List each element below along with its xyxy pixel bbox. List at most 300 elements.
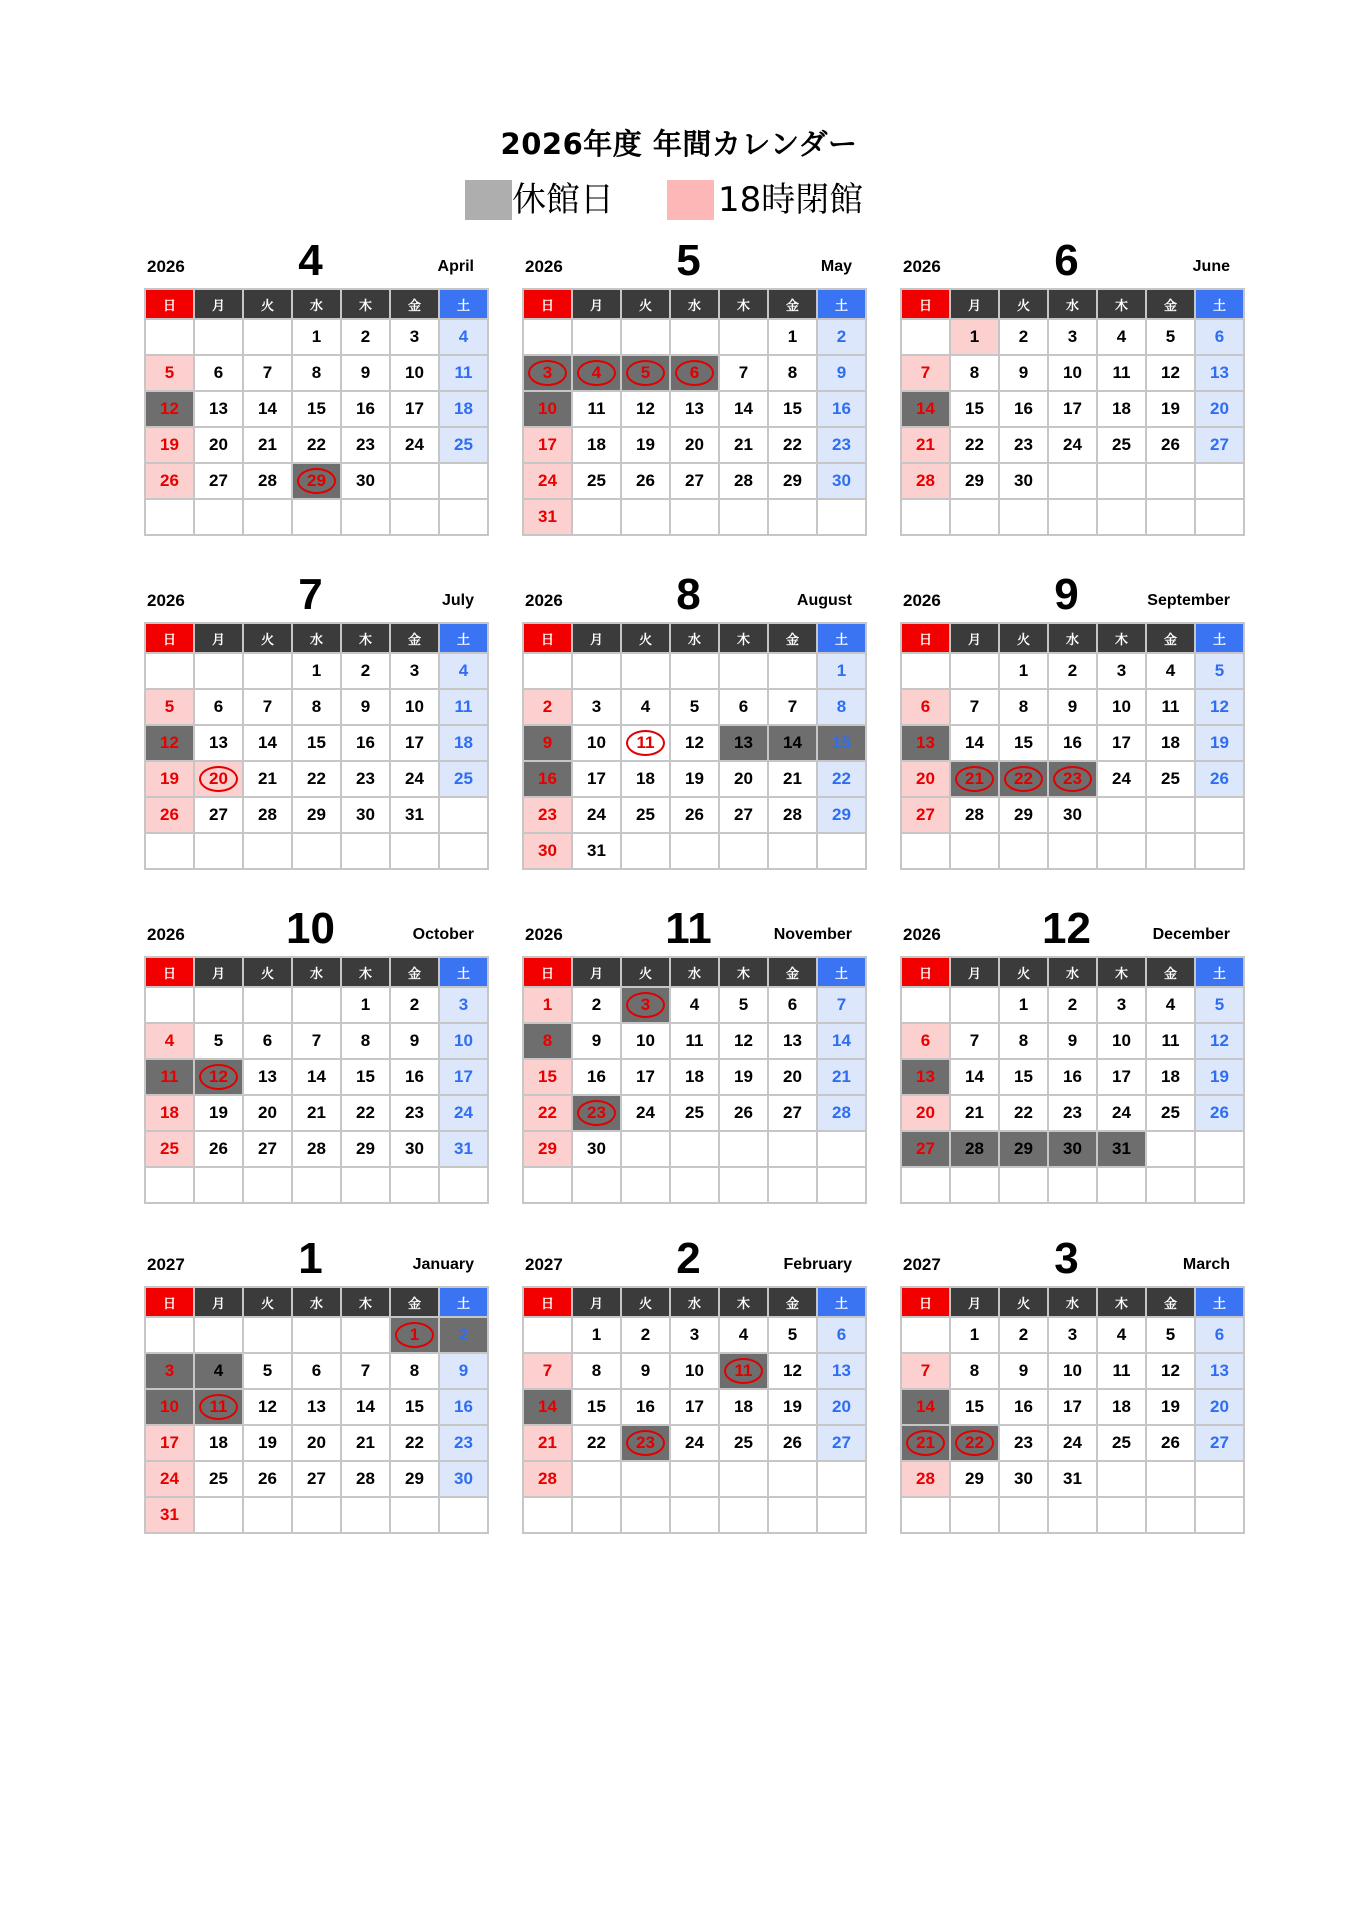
- day-number: 10: [1063, 1361, 1082, 1380]
- day-number: 25: [1112, 435, 1131, 454]
- day-cell: [950, 1425, 999, 1461]
- day-cell: [1048, 689, 1097, 725]
- day-number: 13: [307, 1397, 326, 1416]
- day-number: 7: [542, 1361, 553, 1380]
- day-number: 7: [262, 697, 273, 716]
- day-cell: [341, 1461, 390, 1497]
- day-number: 15: [405, 1397, 424, 1416]
- day-cell: [817, 797, 866, 833]
- day-number: 21: [258, 769, 277, 788]
- day-number: 29: [538, 1139, 557, 1158]
- day-cell: [523, 1095, 572, 1131]
- day-cell: [572, 1389, 621, 1425]
- day-number: 16: [356, 399, 375, 418]
- day-cell: [390, 761, 439, 797]
- day-number: 22: [783, 435, 802, 454]
- day-cell: [901, 1131, 950, 1167]
- empty-cell: [292, 1497, 341, 1533]
- week-row: [145, 1497, 488, 1533]
- weekday-header-row: [523, 1287, 866, 1317]
- month-name: December: [1152, 926, 1230, 943]
- empty-cell: [439, 499, 488, 535]
- weekday-label: 土: [1195, 1287, 1244, 1317]
- day-number: 12: [1161, 363, 1180, 382]
- month-calendar: [144, 904, 477, 1204]
- day-number: 7: [920, 363, 931, 382]
- week-row: [145, 1353, 488, 1389]
- day-cell: [341, 391, 390, 427]
- day-cell: [292, 1095, 341, 1131]
- month-year: 2027: [525, 1255, 563, 1274]
- circle-mark: [906, 1430, 945, 1456]
- week-row: [145, 1425, 488, 1461]
- day-cell: [999, 391, 1048, 427]
- day-cell: [901, 355, 950, 391]
- day-number: 12: [1210, 697, 1229, 716]
- empty-cell: [523, 319, 572, 355]
- day-cell: [768, 797, 817, 833]
- day-number: 4: [458, 327, 469, 346]
- day-cell: [292, 1353, 341, 1389]
- day-number: 3: [458, 995, 469, 1014]
- day-cell: [439, 653, 488, 689]
- day-cell: [292, 689, 341, 725]
- day-cell: [1146, 1353, 1195, 1389]
- day-cell: [950, 1317, 999, 1353]
- day-number: 17: [454, 1067, 473, 1086]
- day-cell: [341, 689, 390, 725]
- day-number: 10: [160, 1397, 179, 1416]
- circle-mark: [395, 1322, 434, 1348]
- weekday-label: 土: [1195, 957, 1244, 987]
- empty-cell: [341, 833, 390, 869]
- day-cell: [1048, 1461, 1097, 1497]
- day-number: 12: [160, 733, 179, 752]
- day-number: 31: [1063, 1469, 1082, 1488]
- day-cell: [341, 1389, 390, 1425]
- empty-cell: [719, 1497, 768, 1533]
- day-number: 4: [689, 995, 700, 1014]
- day-cell: [901, 463, 950, 499]
- day-number: 23: [832, 435, 851, 454]
- empty-cell: [719, 653, 768, 689]
- day-cell: [817, 319, 866, 355]
- day-number: 7: [787, 697, 798, 716]
- day-number: 15: [587, 1397, 606, 1416]
- month-number: 8: [676, 570, 701, 619]
- empty-cell: [243, 1317, 292, 1353]
- day-cell: [950, 1059, 999, 1095]
- empty-cell: [817, 1497, 866, 1533]
- day-number: 9: [360, 697, 371, 716]
- day-number: 2: [458, 1325, 469, 1344]
- day-number: 12: [209, 1067, 228, 1086]
- day-cell: [292, 391, 341, 427]
- month-calendar: [522, 904, 855, 1204]
- day-number: 18: [1112, 1397, 1131, 1416]
- empty-cell: [341, 1317, 390, 1353]
- day-cell: [768, 1317, 817, 1353]
- week-row: [523, 1497, 866, 1533]
- empty-cell: [670, 1167, 719, 1203]
- day-number: 5: [689, 697, 700, 716]
- day-number: 22: [965, 435, 984, 454]
- day-number: 23: [1014, 435, 1033, 454]
- day-cell: [719, 1095, 768, 1131]
- day-cell: [719, 1023, 768, 1059]
- day-cell: [1195, 689, 1244, 725]
- month-calendar: [522, 236, 855, 536]
- day-number: 6: [689, 363, 700, 382]
- month-header: [900, 236, 1233, 288]
- day-number: 15: [965, 399, 984, 418]
- day-number: 6: [213, 363, 224, 382]
- month-number: 9: [1054, 570, 1079, 619]
- day-cell: [719, 725, 768, 761]
- day-number: 24: [538, 471, 557, 490]
- day-number: 27: [916, 1139, 935, 1158]
- weekday-header-row: [901, 1287, 1244, 1317]
- day-number: 9: [591, 1031, 602, 1050]
- month-year: 2027: [903, 1255, 941, 1274]
- month-header: [522, 236, 855, 288]
- day-cell: [390, 987, 439, 1023]
- day-number: 20: [1210, 1397, 1229, 1416]
- weekday-label: 木: [719, 623, 768, 653]
- week-row: [145, 987, 488, 1023]
- day-number: 1: [969, 1325, 980, 1344]
- day-cell: [817, 391, 866, 427]
- day-cell: [523, 1425, 572, 1461]
- day-number: 2: [1018, 327, 1029, 346]
- day-cell: [768, 1059, 817, 1095]
- day-cell: [390, 319, 439, 355]
- day-cell: [523, 355, 572, 391]
- day-cell: [145, 1461, 194, 1497]
- month-number: 12: [1042, 904, 1091, 953]
- day-number: 1: [787, 327, 798, 346]
- empty-cell: [292, 499, 341, 535]
- empty-cell: [292, 1167, 341, 1203]
- weekday-label: 月: [194, 957, 243, 987]
- day-number: 11: [1161, 1031, 1180, 1050]
- empty-cell: [572, 1497, 621, 1533]
- weekday-label: 火: [621, 1287, 670, 1317]
- weekday-label: 水: [292, 957, 341, 987]
- empty-cell: [194, 319, 243, 355]
- empty-cell: [1195, 463, 1244, 499]
- day-cell: [292, 1425, 341, 1461]
- empty-cell: [145, 319, 194, 355]
- day-number: 14: [258, 399, 277, 418]
- day-cell: [950, 689, 999, 725]
- legend-early-swatch: [667, 180, 714, 220]
- empty-cell: [523, 1497, 572, 1533]
- circle-mark: [626, 1430, 665, 1456]
- day-cell: [1195, 987, 1244, 1023]
- day-number: 20: [916, 1103, 935, 1122]
- week-row: [145, 1461, 488, 1497]
- day-cell: [439, 761, 488, 797]
- day-cell: [145, 761, 194, 797]
- day-cell: [145, 1131, 194, 1167]
- day-number: 18: [209, 1433, 228, 1452]
- day-cell: [817, 1317, 866, 1353]
- weekday-label: 火: [621, 289, 670, 319]
- month-header: [522, 1234, 855, 1286]
- circle-mark: [675, 360, 714, 386]
- day-cell: [1195, 761, 1244, 797]
- weekday-label: 火: [999, 1287, 1048, 1317]
- day-cell: [999, 1461, 1048, 1497]
- month-header: [144, 570, 477, 622]
- day-number: 9: [409, 1031, 420, 1050]
- day-number: 4: [640, 697, 651, 716]
- day-number: 5: [1214, 661, 1225, 680]
- day-number: 24: [685, 1433, 704, 1452]
- day-number: 1: [591, 1325, 602, 1344]
- day-number: 8: [969, 1361, 980, 1380]
- day-number: 28: [356, 1469, 375, 1488]
- empty-cell: [145, 1167, 194, 1203]
- weekday-header-row: [145, 1287, 488, 1317]
- weekday-label: 火: [621, 957, 670, 987]
- day-cell: [523, 463, 572, 499]
- day-cell: [901, 761, 950, 797]
- week-row: [523, 1131, 866, 1167]
- day-cell: [950, 1131, 999, 1167]
- day-number: 23: [1063, 769, 1082, 788]
- day-cell: [390, 1461, 439, 1497]
- month-number: 11: [665, 904, 712, 953]
- day-cell: [621, 1425, 670, 1461]
- day-cell: [523, 499, 572, 535]
- day-number: 9: [542, 733, 553, 752]
- day-cell: [439, 1353, 488, 1389]
- day-cell: [999, 1317, 1048, 1353]
- month-header: [144, 1234, 477, 1286]
- month-header: [522, 570, 855, 622]
- day-number: 11: [209, 1397, 228, 1416]
- week-row: [523, 1389, 866, 1425]
- day-cell: [341, 1353, 390, 1389]
- day-number: 21: [916, 1433, 935, 1452]
- day-number: 1: [542, 995, 553, 1014]
- week-row: [901, 319, 1244, 355]
- empty-cell: [768, 1497, 817, 1533]
- day-number: 27: [734, 805, 753, 824]
- day-cell: [1048, 1023, 1097, 1059]
- weekday-label: 金: [390, 957, 439, 987]
- day-cell: [439, 391, 488, 427]
- day-number: 2: [640, 1325, 651, 1344]
- empty-cell: [194, 833, 243, 869]
- weekday-label: 月: [950, 289, 999, 319]
- day-cell: [439, 1317, 488, 1353]
- weekday-label: 木: [341, 957, 390, 987]
- month-name: November: [773, 926, 852, 943]
- day-number: 7: [360, 1361, 371, 1380]
- day-number: 15: [307, 733, 326, 752]
- weekday-label: 金: [1146, 1287, 1195, 1317]
- day-cell: [719, 761, 768, 797]
- day-number: 5: [213, 1031, 224, 1050]
- day-cell: [817, 653, 866, 689]
- day-number: 21: [832, 1067, 851, 1086]
- day-cell: [145, 355, 194, 391]
- day-number: 13: [258, 1067, 277, 1086]
- day-cell: [1195, 319, 1244, 355]
- day-number: 7: [969, 697, 980, 716]
- circle-mark: [955, 1430, 994, 1456]
- week-row: [523, 1353, 866, 1389]
- day-number: 2: [591, 995, 602, 1014]
- day-cell: [1146, 427, 1195, 463]
- day-cell: [572, 761, 621, 797]
- empty-cell: [439, 463, 488, 499]
- day-cell: [292, 355, 341, 391]
- week-row: [901, 1131, 1244, 1167]
- week-row: [145, 761, 488, 797]
- day-cell: [950, 761, 999, 797]
- week-row: [523, 653, 866, 689]
- day-cell: [670, 987, 719, 1023]
- week-row: [145, 1059, 488, 1095]
- day-cell: [719, 463, 768, 499]
- day-number: 8: [969, 363, 980, 382]
- day-cell: [999, 1023, 1048, 1059]
- empty-cell: [621, 653, 670, 689]
- day-number: 25: [209, 1469, 228, 1488]
- day-number: 19: [1161, 1397, 1180, 1416]
- day-cell: [901, 1389, 950, 1425]
- month-year: 2026: [525, 257, 563, 276]
- day-cell: [292, 797, 341, 833]
- empty-cell: [341, 499, 390, 535]
- day-number: 3: [1067, 1325, 1078, 1344]
- empty-cell: [670, 1461, 719, 1497]
- day-number: 30: [454, 1469, 473, 1488]
- weekday-label: 月: [572, 1287, 621, 1317]
- day-cell: [341, 1095, 390, 1131]
- day-number: 9: [1067, 697, 1078, 716]
- day-number: 15: [1014, 1067, 1033, 1086]
- day-number: 12: [636, 399, 655, 418]
- day-cell: [621, 391, 670, 427]
- day-cell: [817, 1059, 866, 1095]
- day-cell: [390, 427, 439, 463]
- week-row: [145, 355, 488, 391]
- day-cell: [621, 355, 670, 391]
- empty-cell: [390, 463, 439, 499]
- day-cell: [523, 391, 572, 427]
- day-number: 24: [160, 1469, 179, 1488]
- day-number: 31: [587, 841, 606, 860]
- day-number: 7: [836, 995, 847, 1014]
- week-row: [145, 1317, 488, 1353]
- day-cell: [817, 1023, 866, 1059]
- empty-cell: [1146, 1497, 1195, 1533]
- day-number: 26: [160, 471, 179, 490]
- weekday-label: 木: [719, 289, 768, 319]
- day-number: 14: [356, 1397, 375, 1416]
- weekday-label: 月: [194, 1287, 243, 1317]
- day-number: 26: [783, 1433, 802, 1452]
- weekday-label: 水: [670, 1287, 719, 1317]
- legend-closed: [465, 180, 614, 220]
- week-row: [145, 833, 488, 869]
- weekday-label: 金: [390, 623, 439, 653]
- day-cell: [950, 1461, 999, 1497]
- day-number: 12: [685, 733, 704, 752]
- day-number: 17: [1063, 1397, 1082, 1416]
- empty-cell: [194, 653, 243, 689]
- empty-cell: [1048, 833, 1097, 869]
- day-number: 31: [538, 507, 557, 526]
- day-cell: [439, 1461, 488, 1497]
- empty-cell: [243, 833, 292, 869]
- day-cell: [817, 689, 866, 725]
- day-cell: [719, 355, 768, 391]
- day-cell: [439, 1131, 488, 1167]
- day-cell: [1146, 689, 1195, 725]
- day-cell: [292, 761, 341, 797]
- month-calendar: [522, 1234, 855, 1534]
- empty-cell: [243, 319, 292, 355]
- week-row: [145, 427, 488, 463]
- weekday-label: 木: [1097, 289, 1146, 319]
- week-row: [901, 1317, 1244, 1353]
- day-number: 18: [685, 1067, 704, 1086]
- month-year: 2026: [525, 925, 563, 944]
- day-number: 3: [1116, 661, 1127, 680]
- week-row: [523, 1317, 866, 1353]
- day-cell: [950, 463, 999, 499]
- day-number: 16: [405, 1067, 424, 1086]
- weekday-label: 土: [817, 623, 866, 653]
- day-number: 18: [587, 435, 606, 454]
- weekday-label: 水: [292, 623, 341, 653]
- day-number: 23: [356, 435, 375, 454]
- week-row: [901, 987, 1244, 1023]
- day-number: 5: [1165, 1325, 1176, 1344]
- empty-cell: [1195, 1497, 1244, 1533]
- day-cell: [523, 1389, 572, 1425]
- day-number: 20: [1210, 399, 1229, 418]
- day-cell: [768, 987, 817, 1023]
- day-cell: [390, 355, 439, 391]
- week-row: [901, 1095, 1244, 1131]
- circle-mark: [626, 992, 665, 1018]
- day-number: 21: [258, 435, 277, 454]
- day-cell: [243, 761, 292, 797]
- day-cell: [572, 463, 621, 499]
- day-number: 6: [262, 1031, 273, 1050]
- day-number: 11: [1161, 697, 1180, 716]
- day-number: 22: [965, 1433, 984, 1452]
- empty-cell: [621, 833, 670, 869]
- day-cell: [243, 1023, 292, 1059]
- month-year: 2027: [147, 1255, 185, 1274]
- month-number: 3: [1054, 1234, 1079, 1283]
- day-cell: [719, 427, 768, 463]
- day-cell: [670, 761, 719, 797]
- day-cell: [1048, 1095, 1097, 1131]
- day-number: 9: [1018, 1361, 1029, 1380]
- week-row: [901, 391, 1244, 427]
- empty-cell: [719, 319, 768, 355]
- day-cell: [901, 391, 950, 427]
